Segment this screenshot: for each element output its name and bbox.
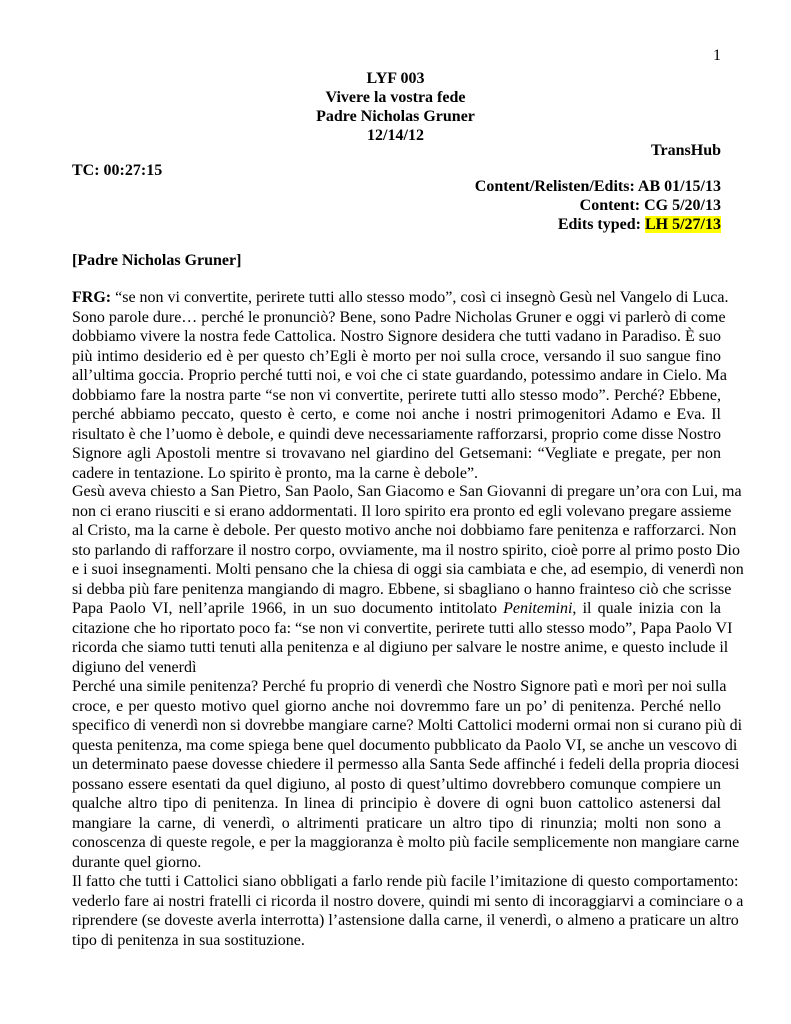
line-text: , il quale inizia con la	[572, 600, 721, 617]
text-line: sto parlando di rafforzare il nostro corpo, ovviamente, ma il nostro spirito, cioè porre al primo posto Dio	[72, 541, 740, 559]
document-date: 12/14/12	[367, 127, 424, 144]
text-line: perché abbiamo peccato, questo è certo, e come noi anche i nostri primogenitori Adamo e Eva. Il	[72, 406, 721, 423]
text-line	[72, 288, 729, 308]
speaker-prefix: FRG:	[72, 289, 112, 306]
text-line: specifico di venerdì non si dovrebbe mangiare carne? Molti Cattolici moderni ormai non si curano più di	[72, 717, 743, 734]
text-line: risultato è che l’uomo è debole, e quindi deve necessariamente rafforzarsi, proprio come disse Nostro	[72, 425, 721, 443]
text-line: non ci erano riusciti e si erano addormentati. Il loro spirito era pronto ed egli volevano pregare assieme	[72, 502, 732, 520]
text-line: dobbiamo fare la nostra parte “se non vi convertite, perirete tutti allo stesso modo”. Perché? Ebbene,	[72, 386, 721, 404]
text-line: tipo di penitenza in sua sostituzione.	[72, 931, 305, 949]
document-title: Vivere la vostra fede	[325, 89, 466, 106]
text-line: dobbiamo vivere la nostra fede Cattolica. Nostro Signore desidera che tutti vadano in Paradiso. È suo	[72, 328, 721, 345]
text-line: Il fatto che tutti i Cattolici siano obbligati a farlo rende più facile l’imitazione di questo comportamento:	[72, 873, 739, 890]
speaker-name: Padre Nicholas Gruner	[316, 108, 475, 125]
company-name: TransHub	[651, 142, 721, 159]
paragraph-2	[72, 482, 744, 677]
page-number: 1	[713, 47, 721, 64]
text-line: più intimo desiderio ed è per questo ch’Egli è morto per noi sulla croce, versando il suo sangue fino	[72, 347, 721, 365]
edits-line-3	[558, 215, 721, 234]
text-line: all’ultima goccia. Proprio perché tutti noi, e voi che ci state guardando, potessimo andare in Cielo. Ma	[72, 367, 727, 384]
text-line: Gesù aveva chiesto a San Pietro, San Paolo, San Giacomo e San Giovanni di pregare un’ora con Lui, ma	[72, 483, 742, 500]
document-code: LYF 003	[366, 70, 425, 87]
paragraph-1	[72, 288, 729, 483]
text-line: citazione che ho riportato poco fa: “se non vi convertite, perirete tutti allo stesso modo”, Papa Paolo VI	[72, 619, 733, 637]
text-line: un determinato paese dovesse chiedere il permesso alla Santa Sede affinché i fedeli della propria diocesi	[72, 756, 740, 773]
text-line: ricorda che siamo tutti tenuti alla penitenza e al digiuno per salvare le nostre anime, e questo include il	[72, 639, 729, 656]
edits-line-2: Content: CG 5/20/13	[579, 197, 721, 214]
text-line: conoscenza di queste regole, e per la maggioranza è molto più facile semplicemente non mangiare carne	[72, 834, 740, 851]
text-line: possano essere esentati da quel digiuno, al posto di quest’ultimo dovrebbero comunque compiere un	[72, 775, 721, 793]
line-text: “se non vi convertite, perirete tutti allo stesso modo”, così ci insegnò Gesù nel Vangelo di Luca.	[111, 289, 729, 306]
paragraph-4	[72, 872, 744, 950]
text-line: vederlo fare ai nostri fratelli ci ricorda il nostro dovere, quindi mi sento di incoraggiarvi a cominciare o a	[72, 892, 744, 910]
text-line: Sono parole dure… perché le pronunciò? Bene, sono Padre Nicholas Gruner e oggi vi parlerò di come	[72, 308, 726, 326]
edits-typed-label: Edits typed:	[557, 216, 645, 233]
text-line: Signore agli Apostoli mentre si trovavano nel giardino del Getsemani: “Vegliate e pregate, per non	[72, 445, 721, 462]
text-line: e i suoi insegnamenti. Molti pensano che la chiesa di oggi sia cambiata e che, ad esempio, di venerdì non	[72, 561, 744, 578]
speaker-tag: [Padre Nicholas Gruner]	[72, 252, 242, 269]
text-line: cadere in tentazione. Lo spirito è pronto, ma la carne è debole”.	[72, 464, 479, 482]
text-line: mangiare la carne, di venerdì, o altrimenti praticare un altro tipo di rinunzia; molti non sono a	[72, 814, 721, 832]
text-line: qualche altro tipo di penitenza. In linea di principio è dovere di ogni buon cattolico astenersi dal	[72, 795, 721, 812]
document-title-italic: Penitemini	[503, 600, 573, 617]
text-line: digiuno del venerdì	[72, 658, 197, 676]
edits-typed-highlight: LH 5/27/13	[644, 216, 721, 233]
text-line: si debba più fare penitenza mangiando di magro. Ebbene, si sbagliano o hanno frainteso ciò che scrisse	[72, 580, 732, 598]
text-line: croce, e per questo motivo quel giorno anche noi dovremmo fare un po’ di penitenza. Perché nello	[72, 697, 721, 715]
text-line: Perché una simile penitenza? Perché fu proprio di venerdì che Nostro Signore patì e morì per noi sulla	[72, 678, 727, 695]
text-line: al Cristo, ma la carne è debole. Per questo motivo anche noi dobbiamo fare penitenza e rafforzarci. Non	[72, 522, 737, 539]
line-text: Papa Paolo VI, nell’aprile 1966, in un suo documento intitolato	[72, 600, 504, 617]
text-line: durante quel giorno.	[72, 853, 202, 871]
edits-line-1: Content/Relisten/Edits: AB 01/15/13	[474, 178, 721, 195]
paragraph-3	[72, 677, 743, 872]
timecode: TC: 00:27:15	[72, 162, 163, 179]
text-line: riprendere (se doveste averla interrotta) l’astensione dalla carne, il venerdì, o almeno a praticare un altro	[72, 912, 739, 929]
text-line	[72, 599, 721, 619]
text-line: questa penitenza, ma come spiega bene quel documento pubblicato da Paolo VI, se anche un vescovo di	[72, 736, 738, 754]
